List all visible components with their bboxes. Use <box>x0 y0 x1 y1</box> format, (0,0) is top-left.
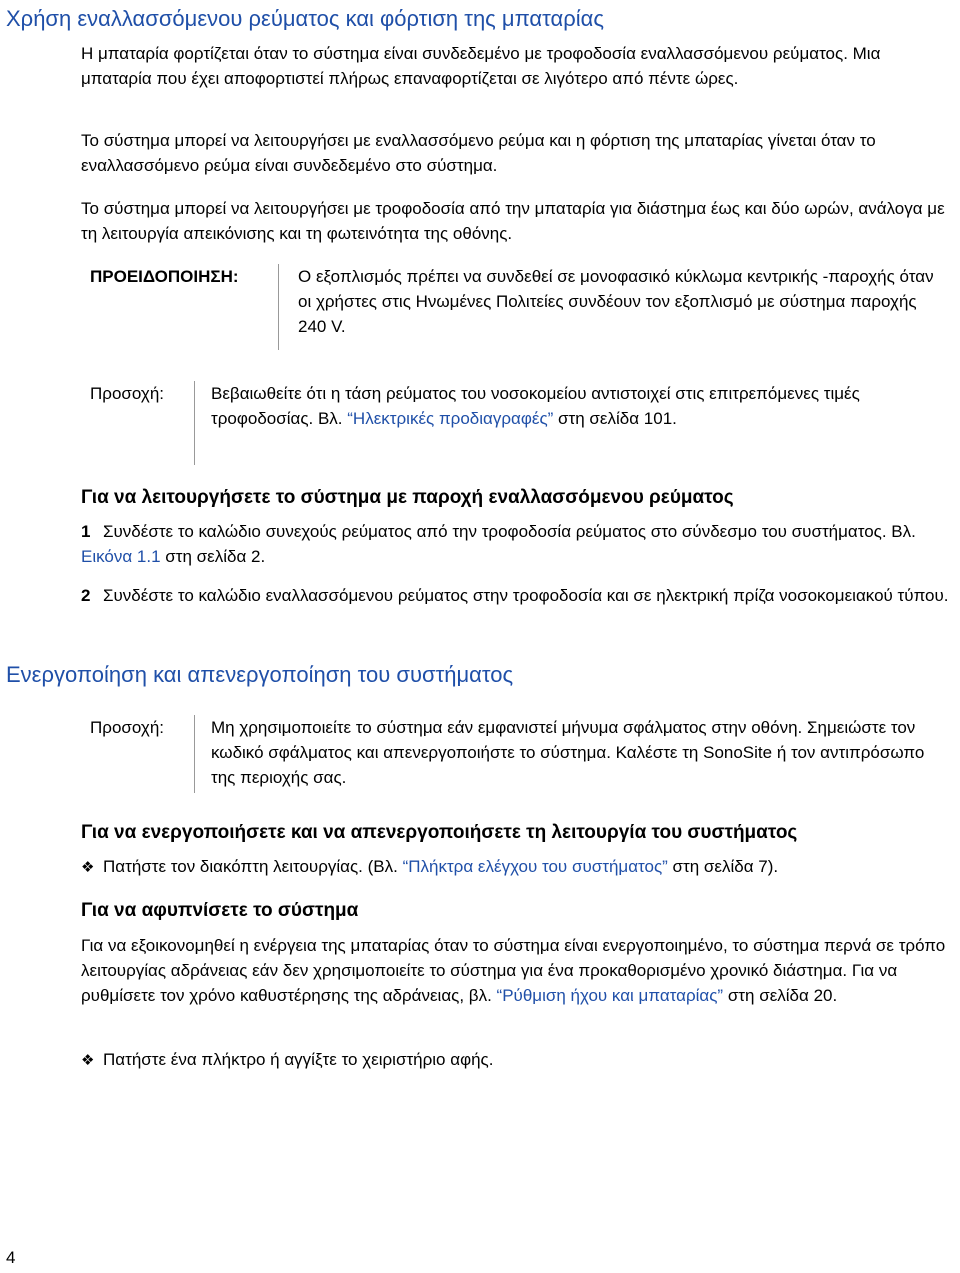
caution-label: Προσοχή: <box>90 384 164 403</box>
step-number: 1 <box>81 522 91 541</box>
caution-divider-2 <box>194 715 195 793</box>
warning-label: ΠΡΟΕΙΔΟΠΟΙΗΣΗ: <box>90 267 239 286</box>
section-title-ac-power: Χρήση εναλλασσόμενου ρεύματος και φόρτιση της μπαταρίας <box>6 6 604 31</box>
diamond-bullet-icon: ❖ <box>81 859 95 876</box>
paragraph-ac-operation: Το σύστημα μπορεί να λειτουργήσει με εναλλασσόμενο ρεύμα και η φόρτιση της μπαταρίας γίνεται όταν το εναλλασσόμενο ρεύμα είναι συνδεδεμένο στο σύστημα. <box>81 131 876 175</box>
step-number: 2 <box>81 586 91 605</box>
page-number: 4 <box>6 1248 16 1267</box>
procedure-title-wake: Για να αφυπνίσετε το σύστημα <box>81 900 359 921</box>
caution-text: Βεβαιωθείτε ότι η τάση ρεύματος του νοσοκομείου αντιστοιχεί στις επιτρεπόμενες τιμές τροφοδοσίας. Βλ. “Ηλεκτρικές προδιαγραφές” στη σελίδα 101. <box>211 384 860 428</box>
procedure-title-power: Για να ενεργοποιήσετε και να απενεργοποιήσετε τη λειτουργία του συστήματος <box>81 822 798 843</box>
paragraph-battery-charging: Η μπαταρία φορτίζεται όταν το σύστημα είναι συνδεδεμένο με τροφοδοσία εναλλασσόμενου ρεύματος. Μια μπαταρία που έχει αποφορτιστεί πλήρως επαναφορτίζεται σε λιγότερο από πέντε ώρες. <box>81 44 881 88</box>
caution-text-2: Μη χρησιμοποιείτε το σύστημα εάν εμφανιστεί μήνυμα σφάλματος στην οθόνη. Σημειώστε τον κωδικό σφάλματος και απενεργοποιήστε το σύστημα. Καλέστε τη SonoSite ή τον αντιπρόσωπο της περιοχής σας. <box>211 718 925 787</box>
diamond-bullet-icon: ❖ <box>81 1052 95 1069</box>
link-audio-battery-setup[interactable]: “Ρύθμιση ήχου και μπαταρίας” <box>496 986 724 1005</box>
link-figure-1-1[interactable]: Εικόνα 1.1 <box>81 547 161 566</box>
step-1: 1 Συνδέστε το καλώδιο συνεχούς ρεύματος από την τροφοδοσία ρεύματος στο σύνδεσμο του συστήματος. Βλ. Εικόνα 1.1 στη σελίδα 2. <box>81 519 956 569</box>
link-system-controls[interactable]: “Πλήκτρα ελέγχου του συστήματος” <box>402 857 668 876</box>
bullet-power-switch: ❖ Πατήστε τον διακόπτη λειτουργίας. (Βλ. “Πλήκτρα ελέγχου του συστήματος” στη σελίδα 7). <box>81 854 956 880</box>
procedure-title-ac: Για να λειτουργήσετε το σύστημα με παροχή εναλλασσόμενου ρεύματος <box>81 487 734 508</box>
section-title-power-on-off: Ενεργοποίηση και απενεργοποίηση του συστήματος <box>6 662 514 687</box>
link-electrical-specs[interactable]: “Ηλεκτρικές προδιαγραφές” <box>347 409 554 428</box>
paragraph-sleep-mode: Για να εξοικονομηθεί η ενέργεια της μπαταρίας όταν το σύστημα είναι ενεργοποιημένο, το σύστημα περνά σε τρόπο λειτουργίας αδράνειας εάν δεν χρησιμοποιείτε το σύστημα για ένα προκαθορισμένο χρονικό διάστημα. Για να ρυθμίσετε τον χρόνο καθυστέρησης της αδράνειας, βλ. “Ρύθμιση ήχου και μπαταρίας” στη σελίδα 20. <box>81 936 946 1005</box>
caution-label-2: Προσοχή: <box>90 718 164 737</box>
paragraph-battery-duration: Το σύστημα μπορεί να λειτουργήσει με τροφοδοσία από την μπαταρία για διάστημα έως και δύο ωρών, ανάλογα με τη λειτουργία απεικόνισης και τη φωτεινότητα της οθόνης. <box>81 199 945 243</box>
step-2: 2 Συνδέστε το καλώδιο εναλλασσόμενου ρεύματος στην τροφοδοσία και σε ηλεκτρική πρίζα νοσοκομειακού τύπου. <box>81 583 956 608</box>
bullet-wake: ❖ Πατήστε ένα πλήκτρο ή αγγίξτε το χειριστήριο αφής. <box>81 1047 956 1073</box>
warning-divider <box>278 264 279 350</box>
warning-text: Ο εξοπλισμός πρέπει να συνδεθεί σε μονοφασικό κύκλωμα κεντρικής -παροχής όταν οι χρήστες στις Ηνωμένες Πολιτείες συνδέουν τον εξοπλισμό με σύστημα παροχής 240 V. <box>298 267 934 336</box>
caution-divider <box>194 381 195 465</box>
